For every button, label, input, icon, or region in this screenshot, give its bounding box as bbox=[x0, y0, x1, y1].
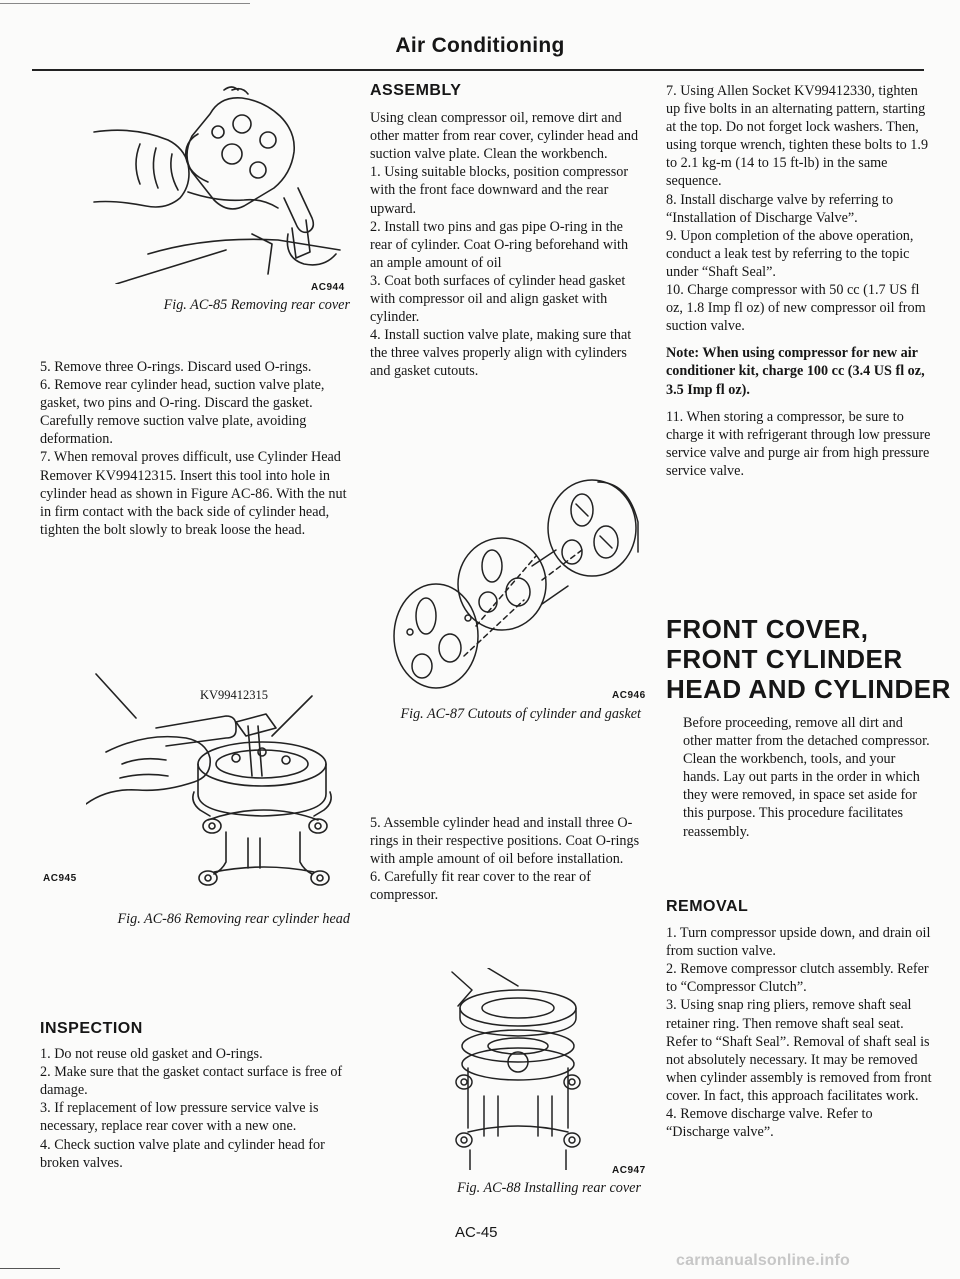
front-cover-section bbox=[666, 614, 951, 841]
note bbox=[666, 344, 934, 398]
section-heading-line: FRONT COVER, bbox=[666, 614, 869, 644]
paragraph: 6. Carefully fit rear cover to the rear of compressor. bbox=[370, 869, 591, 904]
paragraph: 3. If replacement of low pressure service valve is necessary, replace rear cover with a new one. bbox=[40, 1100, 319, 1135]
figure-ac87 bbox=[392, 476, 644, 698]
figure-caption-ac85 bbox=[88, 297, 350, 314]
column-3-steps bbox=[666, 82, 934, 480]
figure-caption-text: Cutouts of cylinder and gasket bbox=[467, 706, 641, 722]
figure-ac86 bbox=[86, 672, 354, 890]
paragraph: 11. When storing a compressor, be sure to charge it with refrigerant through low pressure service valve and purge air from high pressure service valve. bbox=[666, 408, 931, 479]
scan-artifact-top bbox=[0, 3, 250, 4]
scan-artifact-bottom bbox=[0, 1268, 60, 1269]
paragraph: 4. Install suction valve plate, making sure that the three valves properly align with cylinders and gasket cutouts. bbox=[370, 327, 632, 380]
paragraph: 2. Make sure that the gasket contact surface is free of damage. bbox=[40, 1064, 343, 1099]
rear-cylinder-head-removal-illustration bbox=[86, 672, 354, 890]
paragraph: 1. Using suitable blocks, position compressor with the front face downward and the rear upward. bbox=[370, 164, 629, 217]
figure-label: Fig. AC-86 bbox=[117, 911, 182, 927]
note-text: When using compressor for new air conditioner kit, charge 100 cc (3.4 US fl oz, 3.5 Imp fl oz). bbox=[666, 345, 925, 398]
figure-code-ac946: AC946 bbox=[612, 690, 646, 701]
figure-caption-text: Removing rear cover bbox=[230, 297, 350, 313]
figure-label: Fig. AC-85 bbox=[163, 297, 228, 313]
paragraph: 3. Coat both surfaces of cylinder head gasket with compressor oil and align gasket with cylinder. bbox=[370, 272, 626, 326]
paragraph: 10. Charge compressor with 50 cc (1.7 US fl oz, 1.8 Imp fl oz) of new compressor oil from suction valve. bbox=[666, 282, 926, 335]
header-rule bbox=[32, 69, 924, 71]
paragraph: Using clean compressor oil, remove dirt and other matter from rear cover, cylinder head and suction valve plate. Clean the workbench. bbox=[370, 110, 639, 163]
paragraph: 7. When removal proves difficult, use Cylinder Head Remover KV99412315. Insert this tool into hole in cylinder head as shown in Figure AC-86. With the nut in firm contact with the back side of cylinder head, tighten the bolt slowly to break loose the head. bbox=[40, 449, 347, 538]
figure-caption-text: Installing rear cover bbox=[524, 1180, 641, 1196]
figure-caption-ac88 bbox=[395, 1180, 641, 1197]
tool-label: KV99412315 bbox=[200, 688, 269, 702]
paragraph: 5. Assemble cylinder head and install three O-rings in their respective positions. Coat O-rings with ample amount of oil before installation. bbox=[370, 815, 640, 868]
section-heading-inspection: INSPECTION bbox=[40, 1020, 143, 1037]
paragraph: 7. Using Allen Socket KV99412330, tighten up five bolts in an alternating pattern, starting at the top. Do not forget lock washers. Then, using torque wrench, tighten these bolts to 1.9 to 2.1 kg-m (14 to 15 ft-lb) in the same sequence. bbox=[666, 83, 929, 190]
assembly-section bbox=[370, 82, 642, 381]
paragraph: 3. Using snap ring pliers, remove shaft seal retainer ring. Then remove shaft seal seat. Refer to “Shaft Seal”. Removal of shaft seal is not absolutely necessary. It may be removed when cylinder assembly is removed from front cover. In fact, this approach facilitates work. bbox=[666, 997, 932, 1104]
figure-code-ac947: AC947 bbox=[612, 1165, 646, 1176]
paragraph: 2. Remove compressor clutch assembly. Refer to “Compressor Clutch”. bbox=[666, 961, 929, 996]
paragraph: 6. Remove rear cylinder head, suction valve plate, gasket, two pins and O-ring. Discard the gasket. Carefully remove suction valve plate, avoiding deformation. bbox=[40, 377, 325, 448]
figure-caption-ac86 bbox=[88, 911, 350, 928]
figure-code-ac945: AC945 bbox=[43, 873, 77, 884]
assembly-steps-continued bbox=[370, 814, 642, 904]
removal-section bbox=[666, 898, 934, 1141]
figure-label: Fig. AC-87 bbox=[400, 706, 465, 722]
section-heading-line: HEAD AND CYLINDER bbox=[666, 674, 951, 704]
figure-code-ac944: AC944 bbox=[311, 282, 345, 293]
inspection-section bbox=[40, 1020, 348, 1172]
paragraph: 1. Turn compressor upside down, and drain oil from suction valve. bbox=[666, 925, 931, 960]
paragraph: 8. Install discharge valve by referring to “Installation of Discharge Valve”. bbox=[666, 191, 894, 226]
paragraph: 1. Do not reuse old gasket and O-rings. bbox=[40, 1046, 263, 1063]
figure-ac88 bbox=[448, 968, 588, 1170]
rear-cover-removal-illustration bbox=[92, 84, 342, 284]
note-label: Note: bbox=[666, 345, 700, 362]
rear-cover-installation-illustration bbox=[448, 968, 588, 1170]
figure-label: Fig. AC-88 bbox=[456, 1180, 521, 1196]
paragraph: 4. Check suction valve plate and cylinder head for broken valves. bbox=[40, 1136, 325, 1171]
page-number: AC-45 bbox=[455, 1224, 498, 1241]
paragraph: Before proceeding, remove all dirt and other matter from the detached compressor. Clean the workbench, tools, and your hands. Lay out parts in the order in which they were removed, in space set aside for this purpose. This procedure facilitates reassembly. bbox=[683, 715, 930, 840]
page-title: Air Conditioning bbox=[395, 34, 565, 57]
watermark: carmanualsonline.info bbox=[676, 1252, 851, 1269]
section-heading-removal: REMOVAL bbox=[666, 898, 749, 915]
section-heading-assembly: ASSEMBLY bbox=[370, 82, 462, 99]
figure-caption-ac87 bbox=[395, 706, 641, 723]
section-heading-line: FRONT CYLINDER bbox=[666, 644, 903, 674]
figure-caption-text: Removing rear cylinder head bbox=[184, 911, 350, 927]
column-1-steps bbox=[40, 358, 348, 539]
paragraph: 2. Install two pins and gas pipe O-ring in the rear of cylinder. Coat O-ring beforehand with an ample amount of oil bbox=[370, 218, 629, 271]
figure-ac85 bbox=[92, 84, 342, 284]
cylinder-gasket-cutouts-illustration bbox=[392, 476, 644, 698]
paragraph: 5. Remove three O-rings. Discard used O-rings. bbox=[40, 359, 312, 375]
paragraph: 4. Remove discharge valve. Refer to “Discharge valve”. bbox=[666, 1106, 873, 1141]
paragraph: 9. Upon completion of the above operation, conduct a leak test by referring to the topic under “Shaft Seal”. bbox=[666, 227, 914, 280]
